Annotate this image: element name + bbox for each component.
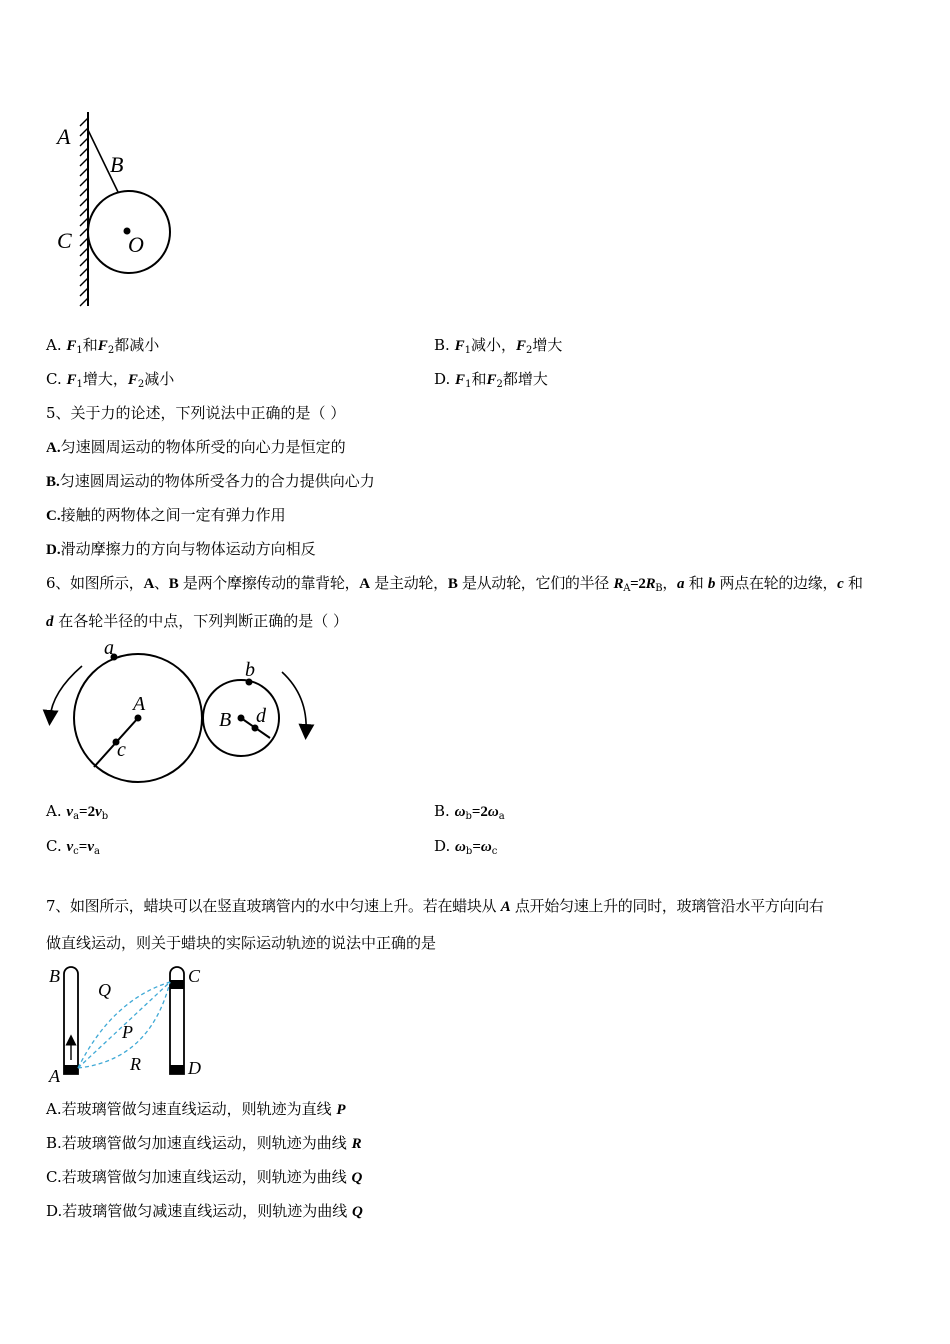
q6-stem-line2: d 在各轮半径的中点，下列判断正确的是（ ） [46, 612, 349, 630]
q7-stem-line1: 7、如图所示，蜡块可以在竖直玻璃管内的水中匀速上升。若在蜡块从 A 点开始匀速上升的同时，玻璃管沿水平方向向右 [46, 897, 824, 915]
q5-stem: 5、关于力的论述，下列说法中正确的是（ ） [46, 404, 346, 422]
q6-option-a[interactable]: A. $v_a=2v_b$ [46, 802, 109, 822]
label-a: a [104, 637, 114, 659]
q6-option-b[interactable]: B. $\omega_b=2\omega_a$ [434, 802, 505, 822]
wall-ball-figure [40, 100, 190, 310]
q6-option-d[interactable]: D. $\omega_b=\omega_c$ [434, 837, 498, 857]
label-o: O [128, 232, 144, 257]
q4-option-b[interactable]: B. $F_1$减小，$F_2$增大 [434, 336, 563, 356]
label-c: C [188, 966, 201, 986]
label-c: C [57, 228, 72, 253]
q4-option-d[interactable]: D. $F_1$和$F_2$都增大 [434, 370, 548, 390]
q5-option-b[interactable]: B.匀速圆周运动的物体所受各力的合力提供向心力 [46, 472, 375, 490]
label-b: b [245, 659, 255, 681]
glass-tube-figure [40, 960, 220, 1086]
label-a: A [57, 124, 71, 149]
q5-option-d[interactable]: D.滑动摩擦力的方向与物体运动方向相反 [46, 540, 316, 558]
q7-stem-line2: 做直线运动，则关于蜡块的实际运动轨迹的说法中正确的是 [46, 934, 437, 952]
q5-option-c[interactable]: C.接触的两物体之间一定有弹力作用 [46, 506, 286, 524]
friction-wheels-figure [40, 636, 330, 790]
label-b: B [110, 152, 124, 177]
q4-option-a[interactable]: A. $F_1$和$F_2$都减小 [46, 336, 160, 356]
label-d: D [188, 1058, 201, 1078]
q7-option-d[interactable]: D.若玻璃管做匀减速直线运动，则轨迹为曲线 Q [46, 1202, 363, 1220]
q4-option-c[interactable]: C. $F_1$增大，$F_2$减小 [46, 370, 175, 390]
label-r: R [130, 1054, 141, 1074]
label-a-center: A [133, 693, 146, 715]
label-c: c [117, 739, 126, 761]
q5-option-a[interactable]: A.匀速圆周运动的物体所受的向心力是恒定的 [46, 438, 346, 456]
q7-option-c[interactable]: C.若玻璃管做匀加速直线运动，则轨迹为曲线 Q [46, 1168, 363, 1186]
label-b: B [49, 966, 60, 986]
q7-option-b[interactable]: B.若玻璃管做匀加速直线运动，则轨迹为曲线 R [46, 1134, 362, 1152]
label-a: A [49, 1066, 60, 1086]
label-q: Q [98, 980, 111, 1000]
q6-stem-line1: 6、如图所示，A、B 是两个摩擦传动的靠背轮，A 是主动轮，B 是从动轮，它们的半径 $R_A=2R_B$，a 和 b 两点在轮的边缘，c 和 [46, 574, 863, 594]
label-p: P [122, 1022, 133, 1042]
label-b-center: B [219, 709, 232, 731]
q7-option-a[interactable]: A.若玻璃管做匀速直线运动，则轨迹为直线 P [46, 1100, 346, 1118]
label-d: d [256, 705, 266, 727]
q6-option-c[interactable]: C. $v_c=v_a$ [46, 837, 100, 857]
